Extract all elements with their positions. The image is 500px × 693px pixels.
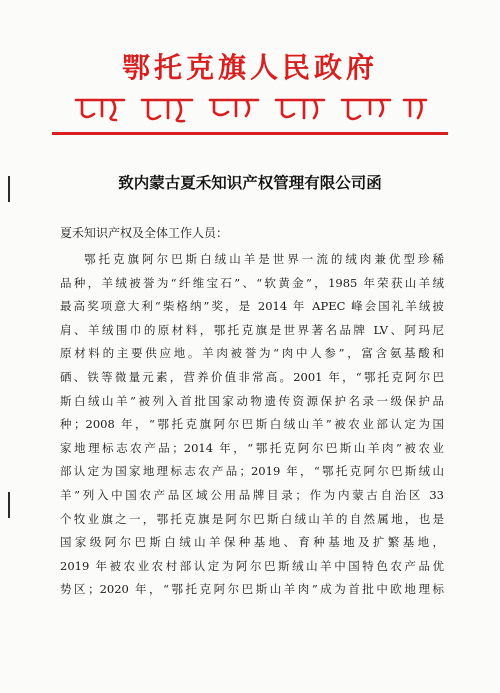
body-line: 势区；2020 年，“鄂托克阿尔巴斯山羊肉”成为首批中欧地理标	[60, 582, 444, 597]
body-line: 硒、铁等微量元素，营养价值非常高。2001 年，“鄂托克阿尔巴	[60, 369, 444, 384]
binding-margin-mark	[8, 492, 10, 518]
letterhead-agency-name: 鄂托克旗人民政府	[121, 51, 378, 84]
document-title: 致内蒙古夏禾知识产权管理有限公司函	[118, 174, 382, 192]
letterhead-rule	[52, 132, 448, 135]
body-line: 鄂托克旗阿尔巴斯白绒山羊是世界一流的绒肉兼优型珍稀	[84, 252, 444, 266]
body-line: 羊”列入中国农产品区域公用品牌目录；作为内蒙古自治区 33	[60, 487, 444, 502]
body-line: 国家级阿尔巴斯白绒山羊保种基地、育种基地及扩繁基地，	[60, 535, 444, 550]
body-line: 斯白绒山羊”被列入首批国家动物遗传资源保护名录一级保护品	[60, 393, 444, 408]
body-line: 品种，羊绒被誉为“纤维宝石”、“软黄金”，1985 年荣获山羊绒	[60, 275, 444, 290]
binding-margin-mark	[8, 176, 10, 202]
body-line: 家地理标志农产品；2014 年，“鄂托克阿尔巴斯山羊肉”被农业	[60, 440, 444, 455]
body-line: 部认定为国家地理标志农产品；2019 年，“鄂托克阿尔巴斯绒山	[60, 464, 444, 479]
body-line: 2019 年被农业农村部认定为阿尔巴斯绒山羊中国特色农产品优	[60, 558, 444, 573]
salutation: 夏禾知识产权及全体工作人员：	[60, 226, 229, 240]
body-line: 种；2008 年，“鄂托克旗阿尔巴斯白绒山羊”被农业部认定为国	[60, 417, 444, 432]
body-paragraph	[60, 248, 444, 602]
body-line: 肩、羊绒围巾的原材料，鄂托克旗是世界著名品牌 LV、阿玛尼	[60, 322, 444, 337]
mongolian-script-agency-name	[72, 92, 428, 124]
body-line: 个牧业旗之一，鄂托克旗是阿尔巴斯白绒山羊的自然属地，也是	[60, 511, 444, 526]
body-line: 最高奖项意大利“柴格纳”奖，是 2014 年 APEC 峰会国礼羊绒披	[60, 299, 444, 314]
body-line: 原材料的主要供应地。羊肉被誉为“肉中人参”，富含氨基酸和	[60, 346, 444, 361]
